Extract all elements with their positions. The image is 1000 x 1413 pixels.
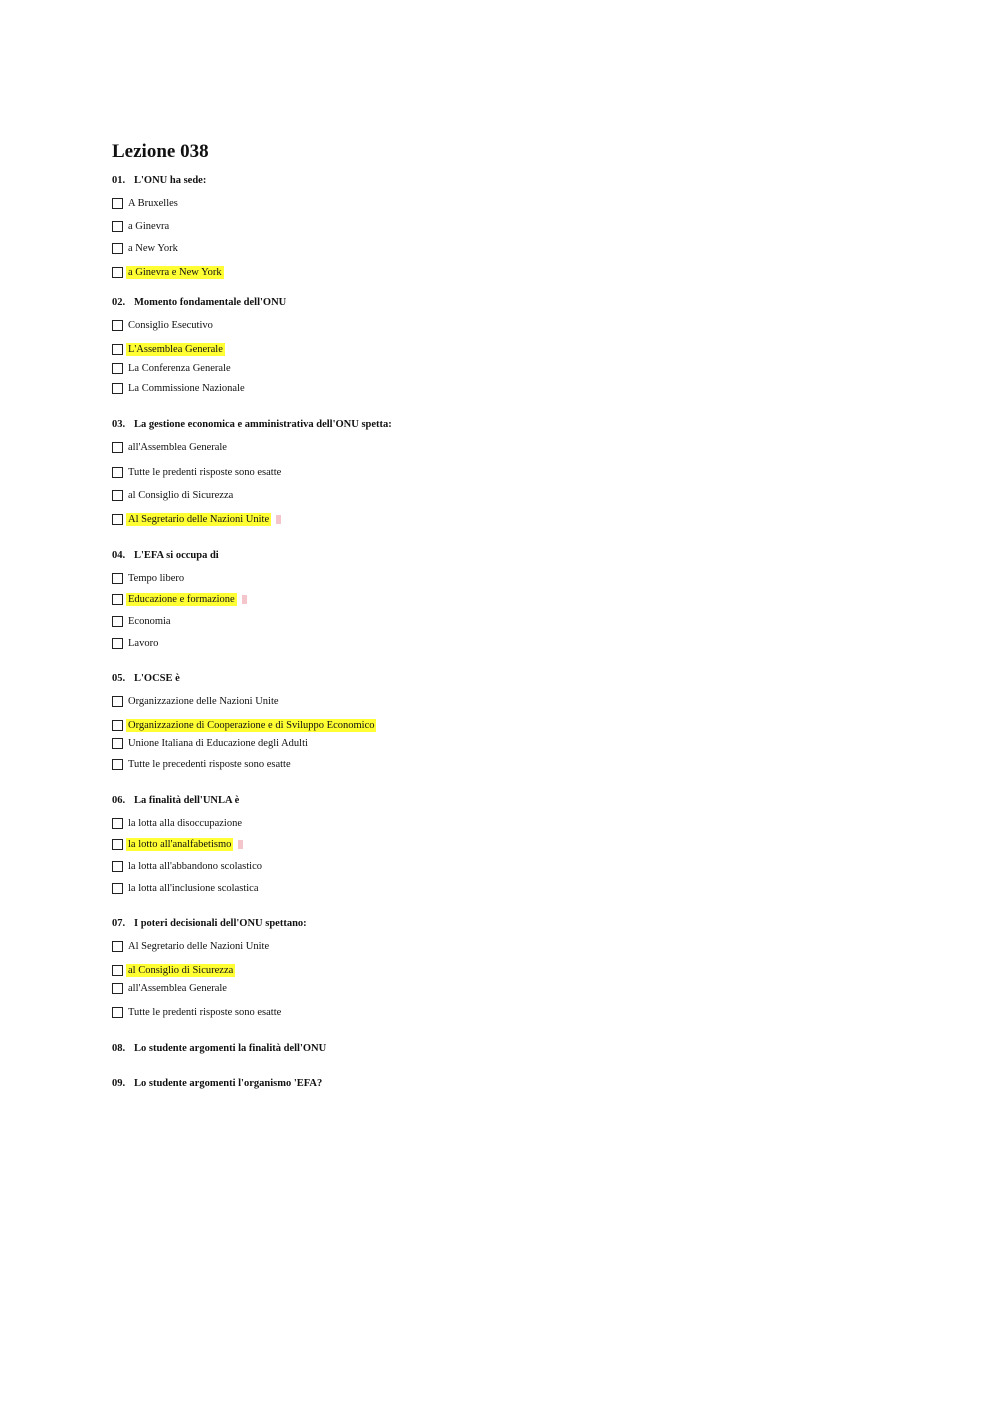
checkbox[interactable]	[112, 883, 123, 894]
answer-option[interactable]	[112, 361, 233, 376]
checkbox[interactable]	[112, 616, 123, 627]
question-08	[112, 1043, 326, 1054]
option-label: Organizzazione delle Nazioni Unite	[128, 696, 279, 707]
question-number: 04.	[112, 550, 126, 561]
option-label: Consiglio Esecutivo	[128, 320, 213, 331]
answer-option[interactable]	[112, 318, 215, 333]
question-text: I poteri decisionali dell'ONU spettano:	[134, 918, 307, 929]
question-text: Lo studente argomenti la finalità dell'ONU	[134, 1043, 327, 1054]
annotation-mark	[238, 840, 243, 849]
checkbox[interactable]	[112, 573, 123, 584]
highlighted-option-label: a Ginevra e New York	[128, 267, 222, 278]
question-text: Momento fondamentale dell'ONU	[134, 297, 287, 308]
annotation-mark	[242, 595, 247, 604]
highlighted-option-label: al Consiglio di Sicurezza	[128, 965, 234, 976]
answer-option[interactable]	[112, 636, 160, 651]
answer-option[interactable]	[112, 757, 293, 772]
option-label: all'Assemblea Generale	[128, 442, 227, 453]
checkbox[interactable]	[112, 514, 123, 525]
answer-option[interactable]	[112, 816, 244, 831]
checkbox[interactable]	[112, 818, 123, 829]
checkbox[interactable]	[112, 759, 123, 770]
question-number: 07.	[112, 918, 126, 929]
annotation-mark	[276, 515, 281, 524]
question-07	[112, 918, 307, 929]
question-02	[112, 297, 286, 308]
checkbox[interactable]	[112, 267, 123, 278]
highlighted-option-label: Al Segretario delle Nazioni Unite	[128, 514, 270, 525]
checkbox[interactable]	[112, 442, 123, 453]
question-text: L'OCSE è	[134, 673, 180, 684]
answer-option[interactable]	[112, 571, 186, 586]
answer-option[interactable]	[112, 196, 180, 211]
question-text: L'EFA si occupa di	[134, 550, 219, 561]
checkbox[interactable]	[112, 983, 123, 994]
checkbox[interactable]	[112, 720, 123, 731]
question-05	[112, 673, 180, 684]
option-label: Tutte le precedenti risposte sono esatte	[128, 759, 291, 770]
checkbox[interactable]	[112, 344, 123, 355]
option-label: A Bruxelles	[128, 198, 178, 209]
question-number: 05.	[112, 673, 126, 684]
checkbox[interactable]	[112, 738, 123, 749]
checkbox[interactable]	[112, 221, 123, 232]
answer-option-correct[interactable]	[112, 265, 224, 280]
checkbox[interactable]	[112, 363, 123, 374]
question-number: 03.	[112, 419, 126, 430]
checkbox[interactable]	[112, 941, 123, 952]
option-label: Unione Italiana di Educazione degli Adulti	[128, 738, 308, 749]
answer-option[interactable]	[112, 488, 235, 503]
question-number: 09.	[112, 1078, 126, 1089]
question-text: Lo studente argomenti l'organismo 'EFA?	[134, 1078, 323, 1089]
highlighted-option-label: L'Assemblea Generale	[128, 344, 223, 355]
option-label: Tempo libero	[128, 573, 185, 584]
answer-option[interactable]	[112, 219, 171, 234]
answer-option[interactable]	[112, 1005, 283, 1020]
answer-option-correct[interactable]	[112, 342, 225, 357]
question-04	[112, 550, 219, 561]
answer-option-correct[interactable]	[112, 837, 243, 852]
question-09	[112, 1078, 322, 1089]
checkbox[interactable]	[112, 243, 123, 254]
option-label: Al Segretario delle Nazioni Unite	[128, 941, 270, 952]
answer-option[interactable]	[112, 241, 180, 256]
highlighted-option-label: Organizzazione di Cooperazione e di Sviluppo Economico	[128, 720, 375, 731]
answer-option-correct[interactable]	[112, 963, 235, 978]
option-label: a New York	[128, 243, 178, 254]
option-label: al Consiglio di Sicurezza	[128, 490, 234, 501]
question-number: 02.	[112, 297, 126, 308]
checkbox[interactable]	[112, 965, 123, 976]
option-label: all'Assemblea Generale	[128, 983, 227, 994]
checkbox[interactable]	[112, 1007, 123, 1018]
highlighted-option-label: la lotto all'analfabetismo	[128, 839, 232, 850]
option-label: Tutte le predenti risposte sono esatte	[128, 467, 282, 478]
checkbox[interactable]	[112, 861, 123, 872]
lesson-title: Lezione 038	[112, 141, 209, 162]
checkbox[interactable]	[112, 467, 123, 478]
question-text: La finalità dell'UNLA è	[134, 795, 240, 806]
checkbox[interactable]	[112, 839, 123, 850]
question-number: 01.	[112, 175, 126, 186]
question-06	[112, 795, 239, 806]
checkbox[interactable]	[112, 383, 123, 394]
answer-option[interactable]	[112, 440, 229, 455]
option-label: a Ginevra	[128, 221, 170, 232]
answer-option[interactable]	[112, 614, 173, 629]
checkbox[interactable]	[112, 594, 123, 605]
option-label: la lotta all'abbandono scolastico	[128, 861, 262, 872]
question-text: La gestione economica e amministrativa dell'ONU spetta:	[134, 419, 392, 430]
highlighted-option-label: Educazione e formazione	[128, 594, 235, 605]
checkbox[interactable]	[112, 198, 123, 209]
checkbox[interactable]	[112, 320, 123, 331]
question-01	[112, 175, 206, 186]
answer-option[interactable]	[112, 381, 247, 396]
option-label: La Conferenza Generale	[128, 363, 231, 374]
checkbox[interactable]	[112, 490, 123, 501]
question-number: 06.	[112, 795, 126, 806]
option-label: la lotta alla disoccupazione	[128, 818, 242, 829]
answer-option[interactable]	[112, 881, 260, 896]
option-label: La Commissione Nazionale	[128, 383, 245, 394]
question-text: L'ONU ha sede:	[134, 175, 207, 186]
option-label: la lotta all'inclusione scolastica	[128, 883, 259, 894]
answer-option-correct[interactable]	[112, 512, 281, 527]
question-03	[112, 419, 392, 430]
answer-option-correct[interactable]	[112, 592, 247, 607]
checkbox[interactable]	[112, 696, 123, 707]
answer-option[interactable]	[112, 981, 229, 996]
answer-option[interactable]	[112, 939, 271, 954]
answer-option[interactable]	[112, 859, 264, 874]
answer-option[interactable]	[112, 736, 310, 751]
answer-option[interactable]	[112, 694, 281, 709]
option-label: Tutte le predenti risposte sono esatte	[128, 1007, 282, 1018]
answer-option[interactable]	[112, 465, 283, 480]
option-label: Lavoro	[128, 638, 159, 649]
option-label: Economia	[128, 616, 171, 627]
question-number: 08.	[112, 1043, 126, 1054]
answer-option-correct[interactable]	[112, 718, 376, 733]
checkbox[interactable]	[112, 638, 123, 649]
